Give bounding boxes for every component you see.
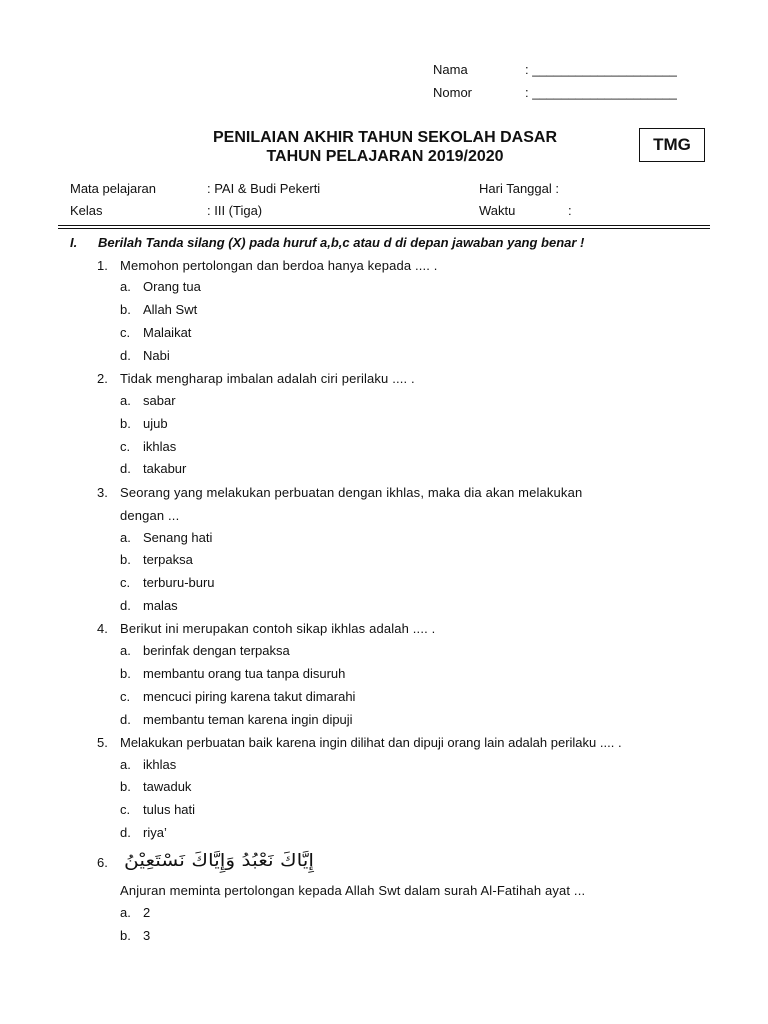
option-letter: b. [120, 928, 131, 943]
option-text: membantu orang tua tanpa disuruh [143, 666, 346, 681]
option-letter: c. [120, 325, 131, 340]
question-number: 5. [97, 735, 108, 750]
option-letter: b. [120, 779, 131, 794]
question-number: 4. [97, 621, 108, 636]
header-divider-top [58, 225, 710, 226]
question-text: Memohon pertolongan dan berdoa hanya kepada .... . [120, 258, 438, 273]
question-text: Seorang yang melakukan perbuatan dengan ikhlas, maka dia akan melakukan [120, 485, 583, 500]
option-letter: c. [120, 575, 131, 590]
option-text: Malaikat [143, 325, 192, 340]
option-text: ikhlas [143, 439, 177, 454]
option-text: berinfak dengan terpaksa [143, 643, 290, 658]
option-letter: d. [120, 598, 131, 613]
time-colon: : [568, 203, 572, 218]
section-instruction-text: Berilah Tanda silang (X) pada huruf a,b,c atau d di depan jawaban yang benar ! [98, 235, 585, 250]
question-number: 6. [97, 855, 108, 870]
student-number-blank: : ____________________ [525, 85, 677, 100]
date-label: Hari Tanggal : [479, 181, 559, 196]
exam-code-box: TMG [639, 128, 705, 162]
student-name-blank: : ____________________ [525, 62, 677, 77]
option-letter: d. [120, 348, 131, 363]
option-text: terpaksa [143, 552, 193, 567]
option-text: Allah Swt [143, 302, 198, 317]
section-number: I. [70, 235, 78, 250]
option-text: sabar [143, 393, 176, 408]
question-number: 2. [97, 371, 108, 386]
option-text: takabur [143, 461, 187, 476]
class-label: Kelas [70, 203, 103, 218]
option-letter: d. [120, 712, 131, 727]
arabic-verse [120, 843, 316, 877]
question-text: Berikut ini merupakan contoh sikap ikhlas adalah .... . [120, 621, 436, 636]
question-text: Anjuran meminta pertolongan kepada Allah Swt dalam surah Al-Fatihah ayat ... [120, 883, 586, 898]
arabic-verse-text: إِيَّاكَ نَعْبُدُ وَإِيَّاكَ نَسْتَعِيْنُ [124, 851, 284, 871]
option-letter: b. [120, 416, 131, 431]
option-letter: c. [120, 439, 131, 454]
option-letter: a. [120, 393, 131, 408]
subject-label: Mata pelajaran [70, 181, 156, 196]
subject-value: : PAI & Budi Pekerti [207, 181, 321, 196]
option-letter: c. [120, 802, 131, 817]
exam-title-line2: TAHUN PELAJARAN 2019/2020 [266, 148, 504, 165]
option-text: mencuci piring karena takut dimarahi [143, 689, 356, 704]
option-text: 2 [143, 905, 151, 920]
option-letter: a. [120, 643, 131, 658]
question-number: 3. [97, 485, 108, 500]
option-text: riya’ [143, 825, 167, 840]
question-text-continued: dengan ... [120, 508, 180, 523]
option-text: tulus hati [143, 802, 196, 817]
option-text: malas [143, 598, 178, 613]
exam-title-line1: PENILAIAN AKHIR TAHUN SEKOLAH DASAR [213, 129, 557, 146]
option-letter: d. [120, 825, 131, 840]
option-text: ujub [143, 416, 168, 431]
option-letter: a. [120, 757, 131, 772]
student-number-label: Nomor [433, 85, 473, 100]
question-number: 1. [97, 258, 108, 273]
option-letter: b. [120, 302, 131, 317]
question-text: Melakukan perbuatan baik karena ingin dilihat dan dipuji orang lain adalah perilaku .... . [120, 735, 622, 750]
option-letter: b. [120, 666, 131, 681]
option-text: terburu-buru [143, 575, 215, 590]
option-letter: b. [120, 552, 131, 567]
option-letter: a. [120, 530, 131, 545]
class-value: : III (Tiga) [207, 203, 263, 218]
option-text: ikhlas [143, 757, 177, 772]
option-text: Orang tua [143, 279, 201, 294]
student-name-label: Nama [433, 62, 468, 77]
option-text: Nabi [143, 348, 170, 363]
option-letter: d. [120, 461, 131, 476]
option-text: membantu teman karena ingin dipuji [143, 712, 353, 727]
option-text: 3 [143, 928, 151, 943]
header-divider-bottom [58, 228, 710, 229]
option-letter: a. [120, 279, 131, 294]
option-letter: a. [120, 905, 131, 920]
option-letter: c. [120, 689, 131, 704]
option-text: tawaduk [143, 779, 192, 794]
question-text: Tidak mengharap imbalan adalah ciri perilaku .... . [120, 371, 415, 386]
time-label: Waktu [479, 203, 516, 218]
option-text: Senang hati [143, 530, 213, 545]
